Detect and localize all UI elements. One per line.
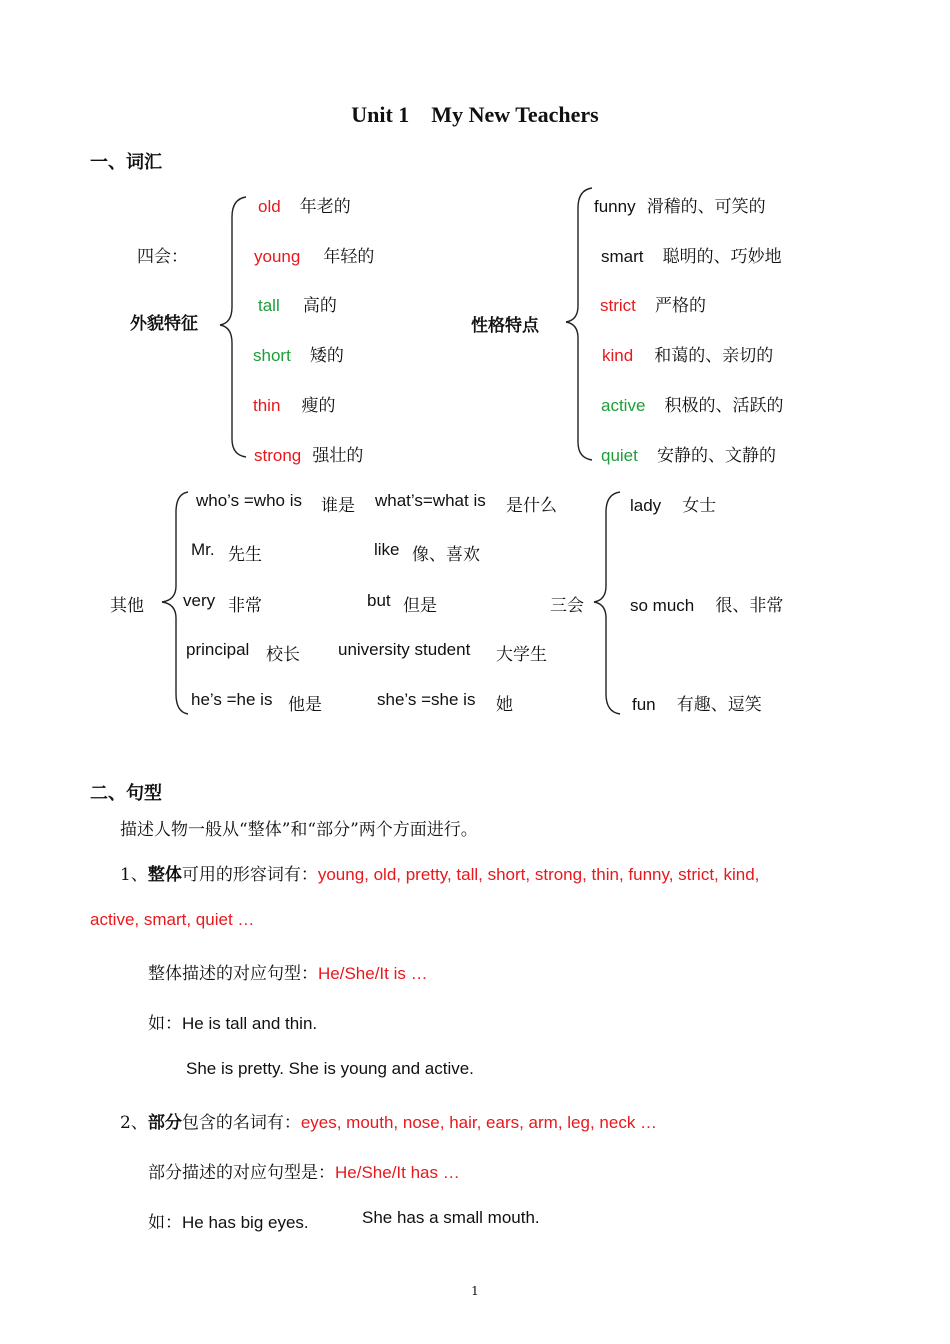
appearance-meaning: 瘦的 xyxy=(301,396,336,416)
p1-line xyxy=(120,860,759,885)
personality-item xyxy=(601,441,776,466)
others-word: she’s =she is xyxy=(377,690,476,709)
others-meaning: 非常 xyxy=(228,596,262,616)
sanhui-item xyxy=(632,690,762,715)
p1-example1: He is tall and thin. xyxy=(182,1014,318,1033)
personality-meaning: 安静的、文静的 xyxy=(656,446,776,466)
personality-item xyxy=(600,291,706,316)
personality-item xyxy=(602,341,773,366)
sanhui-meaning: 有趣、逗笑 xyxy=(676,695,762,715)
p2-line xyxy=(120,1108,657,1133)
others-meaning: 是什么 xyxy=(506,496,557,516)
p2-example1: He has big eyes. xyxy=(182,1213,309,1232)
appearance-word: tall xyxy=(258,296,280,315)
appearance-meaning: 年轻的 xyxy=(323,247,375,267)
p1-pattern: He/She/It is … xyxy=(318,964,428,983)
appearance-word: short xyxy=(253,346,291,365)
p1-example2: She is pretty. She is young and active. xyxy=(186,1059,474,1078)
others-meaning: 她 xyxy=(496,695,513,715)
p2-keyword: 部分 xyxy=(147,1113,182,1133)
others-label: 其他 xyxy=(110,596,144,616)
appearance-word: young xyxy=(254,247,301,266)
page-number: 1 xyxy=(471,1284,479,1298)
others-word: like xyxy=(374,540,400,559)
p2-words: eyes, mouth, nose, hair, ears, arm, leg, neck … xyxy=(300,1113,658,1132)
others-word: university student xyxy=(338,640,471,659)
others-meaning: 大学生 xyxy=(496,645,547,665)
p2-pattern: He/She/It has … xyxy=(335,1163,460,1182)
others-word: he’s =he is xyxy=(191,690,273,709)
p1-number: 1、 xyxy=(120,865,148,885)
p1-words-line1: young, old, pretty, tall, short, strong, thin, funny, strict, kind, xyxy=(317,865,760,884)
p2-example2: She has a small mouth. xyxy=(362,1208,540,1227)
others-meaning: 校长 xyxy=(266,645,300,665)
appearance-word: old xyxy=(258,197,281,216)
section-heading-vocabulary: 一、词汇 xyxy=(90,152,162,173)
appearance-word: strong xyxy=(254,446,302,465)
personality-meaning: 积极的、活跃的 xyxy=(664,396,784,416)
p1-pattern-lead: 整体描述的对应句型： xyxy=(148,964,318,984)
others-meaning: 谁是 xyxy=(321,496,355,516)
others-word: but xyxy=(367,591,391,610)
personality-word: strict xyxy=(600,296,636,315)
sihui-label: 四会： xyxy=(137,247,188,267)
personality-word: active xyxy=(601,396,646,415)
others-meaning: 先生 xyxy=(228,545,262,565)
others-word: principal xyxy=(186,640,250,659)
personality-item xyxy=(594,192,766,217)
p1-lead: 可用的形容词有： xyxy=(181,865,318,885)
sanhui-item xyxy=(630,491,716,516)
others-word: Mr. xyxy=(191,540,215,559)
page-title: Unit 1 My New Teachers xyxy=(351,102,599,127)
appearance-meaning: 年老的 xyxy=(299,197,351,217)
appearance-brace xyxy=(218,195,248,460)
p1-words-line2: active, smart, quiet … xyxy=(90,910,255,929)
p2-example-line xyxy=(148,1208,309,1233)
appearance-item xyxy=(254,441,363,466)
appearance-meaning: 高的 xyxy=(302,296,337,316)
sanhui-meaning: 女士 xyxy=(682,496,717,516)
appearance-item xyxy=(258,291,337,316)
appearance-item xyxy=(254,242,374,267)
others-word: what’s=what is xyxy=(375,491,486,510)
personality-word: quiet xyxy=(601,446,638,465)
appearance-label: 外貌特征 xyxy=(130,314,198,334)
sanhui-word: fun xyxy=(632,695,656,714)
others-meaning: 像、喜欢 xyxy=(412,545,480,565)
personality-meaning: 聪明的、巧妙地 xyxy=(662,247,782,267)
personality-word: kind xyxy=(602,346,634,365)
p2-number: 2、 xyxy=(120,1113,148,1133)
personality-word: smart xyxy=(601,247,644,266)
others-meaning: 他是 xyxy=(288,695,322,715)
personality-meaning: 严格的 xyxy=(654,296,706,316)
appearance-meaning: 矮的 xyxy=(309,346,344,366)
sanhui-item xyxy=(630,591,783,616)
others-word: very xyxy=(183,591,216,610)
personality-brace xyxy=(564,186,594,462)
appearance-word: thin xyxy=(253,396,281,415)
others-meaning: 但是 xyxy=(403,596,437,616)
personality-meaning: 滑稽的、可笑的 xyxy=(646,197,766,217)
sanhui-meaning: 很、非常 xyxy=(715,596,784,616)
sanhui-word: lady xyxy=(630,496,662,515)
personality-word: funny xyxy=(594,197,636,216)
others-word: who’s =who is xyxy=(196,491,302,510)
section2-intro: 描述人物一般从“整体”和“部分”两个方面进行。 xyxy=(120,820,478,840)
sanhui-label: 三会 xyxy=(550,596,584,616)
appearance-meaning: 强壮的 xyxy=(312,446,364,466)
personality-item xyxy=(601,242,782,267)
appearance-item xyxy=(258,192,351,217)
section-heading-sentence-patterns: 二、句型 xyxy=(90,783,162,804)
personality-meaning: 和蔼的、亲切的 xyxy=(654,346,774,366)
personality-item xyxy=(601,391,784,416)
p2-pattern-lead: 部分描述的对应句型是： xyxy=(148,1163,335,1183)
p2-pattern-line xyxy=(148,1158,460,1183)
appearance-item xyxy=(253,341,344,366)
p1-pattern-line xyxy=(148,959,428,984)
personality-label: 性格特点 xyxy=(471,316,539,336)
appearance-item xyxy=(253,391,336,416)
p2-example-lead: 如： xyxy=(148,1213,182,1233)
p1-example-lead: 如： xyxy=(148,1014,182,1034)
p1-keyword: 整体 xyxy=(147,865,182,885)
p1-example-line xyxy=(148,1009,317,1034)
sanhui-word: so much xyxy=(630,596,695,615)
p2-lead: 包含的名词有： xyxy=(181,1113,301,1133)
sanhui-brace xyxy=(592,490,622,716)
